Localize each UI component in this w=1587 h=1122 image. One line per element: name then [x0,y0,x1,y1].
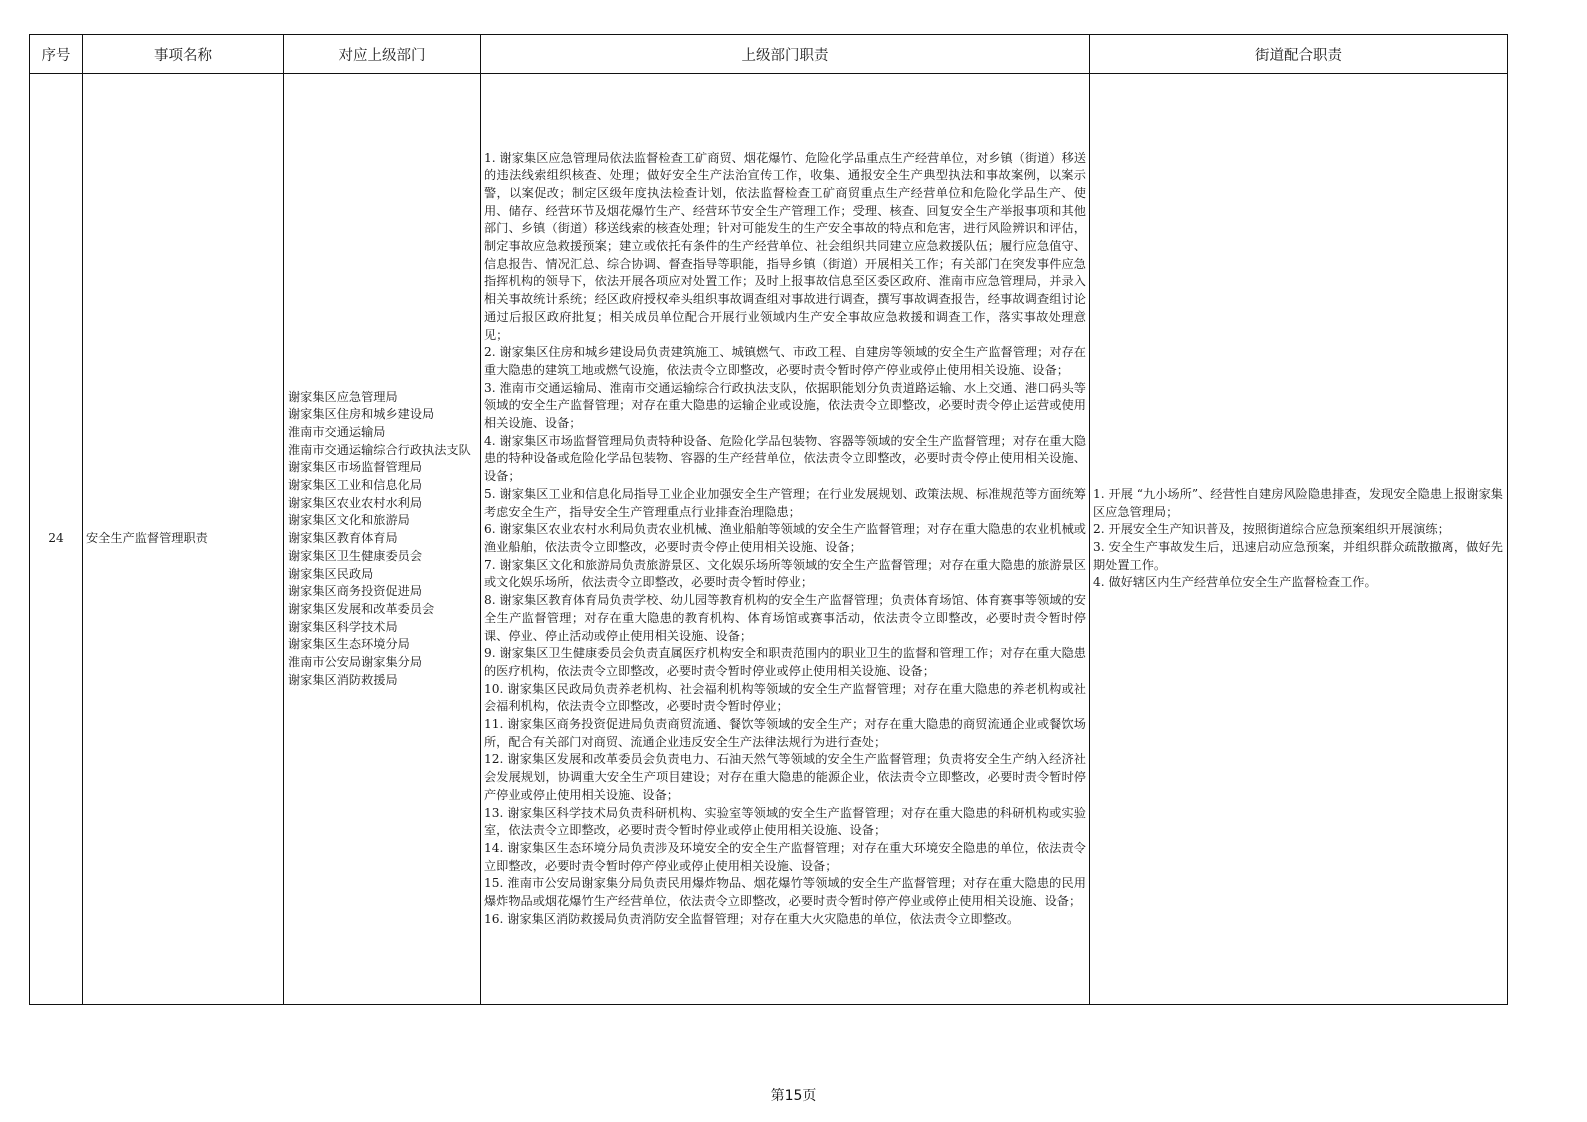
cell-superior-duties [481,74,1090,1005]
department-item: 谢家集区消防救援局 [288,672,398,687]
duty-paragraph: 6. 谢家集区农业农村水利局负责农业机械、渔业船舶等领域的安全生产监督管理；对存在重大隐患的农业机械或渔业船舶，依法责令立即整改，必要时责令停止使用相关设施、设备； [484,522,1086,554]
department-item: 谢家集区卫生健康委员会 [288,548,423,563]
department-item: 淮南市公安局谢家集分局 [288,655,423,670]
duty-paragraph: 15. 淮南市公安局谢家集分局负责民用爆炸物品、烟花爆竹等领域的安全生产监督管理；对存在重大隐患的民用爆炸物品或烟花爆竹生产经营单位，依法责令立即整改，必要时责令暂时停产停业或停止使用相关设施、设备； [484,876,1086,909]
cell-departments [284,74,481,1005]
duty-paragraph: 10. 谢家集区民政局负责养老机构、社会福利机构等领域的安全生产监督管理；对存在重大隐患的养老机构或社会福利机构，依法责令立即整改，必要时责令暂时停业； [484,681,1086,714]
department-item: 谢家集区民政局 [288,566,374,581]
department-item: 谢家集区市场监督管理局 [288,460,423,475]
duty-paragraph: 16. 谢家集区消防救援局负责消防安全监督管理；对存在重大火灾隐患的单位，依法责令立即整改。 [484,911,1020,926]
page-number: 第15页 [770,1088,817,1104]
cooperation-paragraph: 1. 开展 “九小场所”、经营性自建房风险隐患排查，发现安全隐患上报谢家集区应急管理局； [1093,486,1503,519]
department-item: 谢家集区应急管理局 [288,389,398,404]
table-header-row [30,35,1508,74]
header-item-name: 事项名称 [83,35,284,74]
table-row [30,74,1508,1005]
cooperation-paragraph: 3. 安全生产事故发生后，迅速启动应急预案，并组织群众疏散撤离，做好先期处置工作。 [1093,540,1503,572]
department-item: 谢家集区文化和旅游局 [288,513,410,528]
department-item: 谢家集区工业和信息化局 [288,478,423,493]
duty-paragraph: 4. 谢家集区市场监督管理局负责特种设备、危险化学品包装物、容器等领域的安全生产监督管理；对存在重大隐患的特种设备或危险化学品包装物、容器的生产经营单位，依法责令立即整改，必要时责令停止使用相关设施、设备； [484,433,1086,484]
department-item: 谢家集区农业农村水利局 [288,495,423,510]
cooperation-paragraph: 2. 开展安全生产知识普及，按照街道综合应急预案组织开展演练； [1093,522,1450,537]
header-superior-department: 对应上级部门 [284,35,481,74]
department-item: 谢家集区商务投资促进局 [288,584,423,599]
department-item: 淮南市交通运输综合行政执法支队 [288,442,471,457]
duty-paragraph: 3. 淮南市交通运输局、淮南市交通运输综合行政执法支队，依据职能划分负责道路运输、水上交通、港口码头等领域的安全生产监督管理；对存在重大隐患的运输企业或设施，依法责令立即整改，必要时责令停止运营或使用相关设施、设备； [484,380,1086,431]
department-item: 谢家集区教育体育局 [288,531,398,546]
duty-paragraph: 9. 谢家集区卫生健康委员会负责直属医疗机构安全和职责范围内的职业卫生的监督和管理工作；对存在重大隐患的医疗机构，依法责令立即整改，必要时责令暂时停业或停止使用相关设施、设备； [484,646,1086,678]
duty-paragraph: 7. 谢家集区文化和旅游局负责旅游景区、文化娱乐场所等领域的安全生产监督管理；对存在重大隐患的旅游景区或文化娱乐场所，依法责令立即整改，必要时责令暂时停业； [484,557,1086,590]
duty-paragraph: 1. 谢家集区应急管理局依法监督检查工矿商贸、烟花爆竹、危险化学品重点生产经营单位，对乡镇（街道）移送的违法线索组织核查、处理；做好安全生产法治宣传工作，收集、通报安全生产典型执法和事故案例，以案示警，以案促改；制定区级年度执法检查计划，依法监督检查工矿商贸重点生产经营单位和危险化学品生产、使用、储存、经营环节及烟花爆竹生产、经营环节安全生产管理工作；受理、核查、回复安全生产举报事项和其他部门、乡镇（街道）移送线索的核查处理；针对可能发生的生产安全事故的特点和危害，进行风险辨识和评估，制定事故应急救援预案；建立或依托有条件的生产经营单位、社会组织共同建立应急救援队伍；履行应急值守、信息报告、情况汇总、综合协调、督查指导等职能，指导乡镇（街道）开展相关工作；有关部门在突发事件应急指挥机构的领导下，依法开展各项应对处置工作；及时上报事故信息至区委区政府、淮南市应急管理局，并录入相关事故统计系统；经区政府授权牵头组织事故调查组对事故进行调查，撰写事故调查报告，经事故调查组讨论通过后报区政府批复；相关成员单位配合开展行业领域内生产安全事故应急救援和调查工作，落实事故处理意见； [484,150,1086,342]
cell-serial-number: 24 [30,74,83,1005]
department-item: 谢家集区生态环境分局 [288,637,410,652]
header-street-cooperation: 街道配合职责 [1090,35,1508,74]
duty-paragraph: 12. 谢家集区发展和改革委员会负责电力、石油天然气等领域的安全生产监督管理；负责将安全生产纳入经济社会发展规划，协调重大安全生产项目建设；对存在重大隐患的能源企业，依法责令立即整改，必要时责令暂时停产停业或停止使用相关设施、设备； [484,752,1086,802]
department-item: 淮南市交通运输局 [288,424,386,439]
duty-paragraph: 13. 谢家集区科学技术局负责科研机构、实验室等领域的安全生产监督管理；对存在重大隐患的科研机构或实验室，依法责令立即整改，必要时责令暂时停业或停止使用相关设施、设备； [484,805,1086,838]
cell-item-name: 安全生产监督管理职责 [83,74,284,1005]
header-superior-duties: 上级部门职责 [481,35,1090,74]
header-serial-number: 序号 [30,35,83,74]
department-item: 谢家集区住房和城乡建设局 [288,407,435,422]
duty-paragraph: 14. 谢家集区生态环境分局负责涉及环境安全的安全生产监督管理；对存在重大环境安全隐患的单位，依法责令立即整改，必要时责令暂时停产停业或停止使用相关设施、设备； [484,840,1086,873]
cooperation-paragraph: 4. 做好辖区内生产经营单位安全生产监督检查工作。 [1093,575,1377,590]
department-item: 谢家集区发展和改革委员会 [288,601,435,616]
cell-street-cooperation [1090,74,1508,1005]
duty-paragraph: 5. 谢家集区工业和信息化局指导工业企业加强安全生产管理；在行业发展规划、政策法规、标准规范等方面统筹考虑安全生产，指导安全生产管理重点行业排查治理隐患； [484,486,1086,519]
duty-table [29,34,1508,1005]
duty-paragraph: 2. 谢家集区住房和城乡建设局负责建筑施工、城镇燃气、市政工程、自建房等领域的安全生产监督管理；对存在重大隐患的建筑工地或燃气设施，依法责令立即整改，必要时责令暂时停产停业或停止使用相关设施、设备； [484,345,1086,377]
department-item: 谢家集区科学技术局 [288,619,398,634]
duty-paragraph: 8. 谢家集区教育体育局负责学校、幼儿园等教育机构的安全生产监督管理；负责体育场馆、体育赛事等领域的安全生产监督管理；对存在重大隐患的教育机构、体育场馆或赛事活动，依法责令立即整改，必要时责令暂时停课、停业、停止活动或停止使用相关设施、设备； [484,593,1086,643]
duty-paragraph: 11. 谢家集区商务投资促进局负责商贸流通、餐饮等领域的安全生产；对存在重大隐患的商贸流通企业或餐饮场所，配合有关部门对商贸、流通企业违反安全生产法律法规行为进行查处； [484,717,1086,749]
